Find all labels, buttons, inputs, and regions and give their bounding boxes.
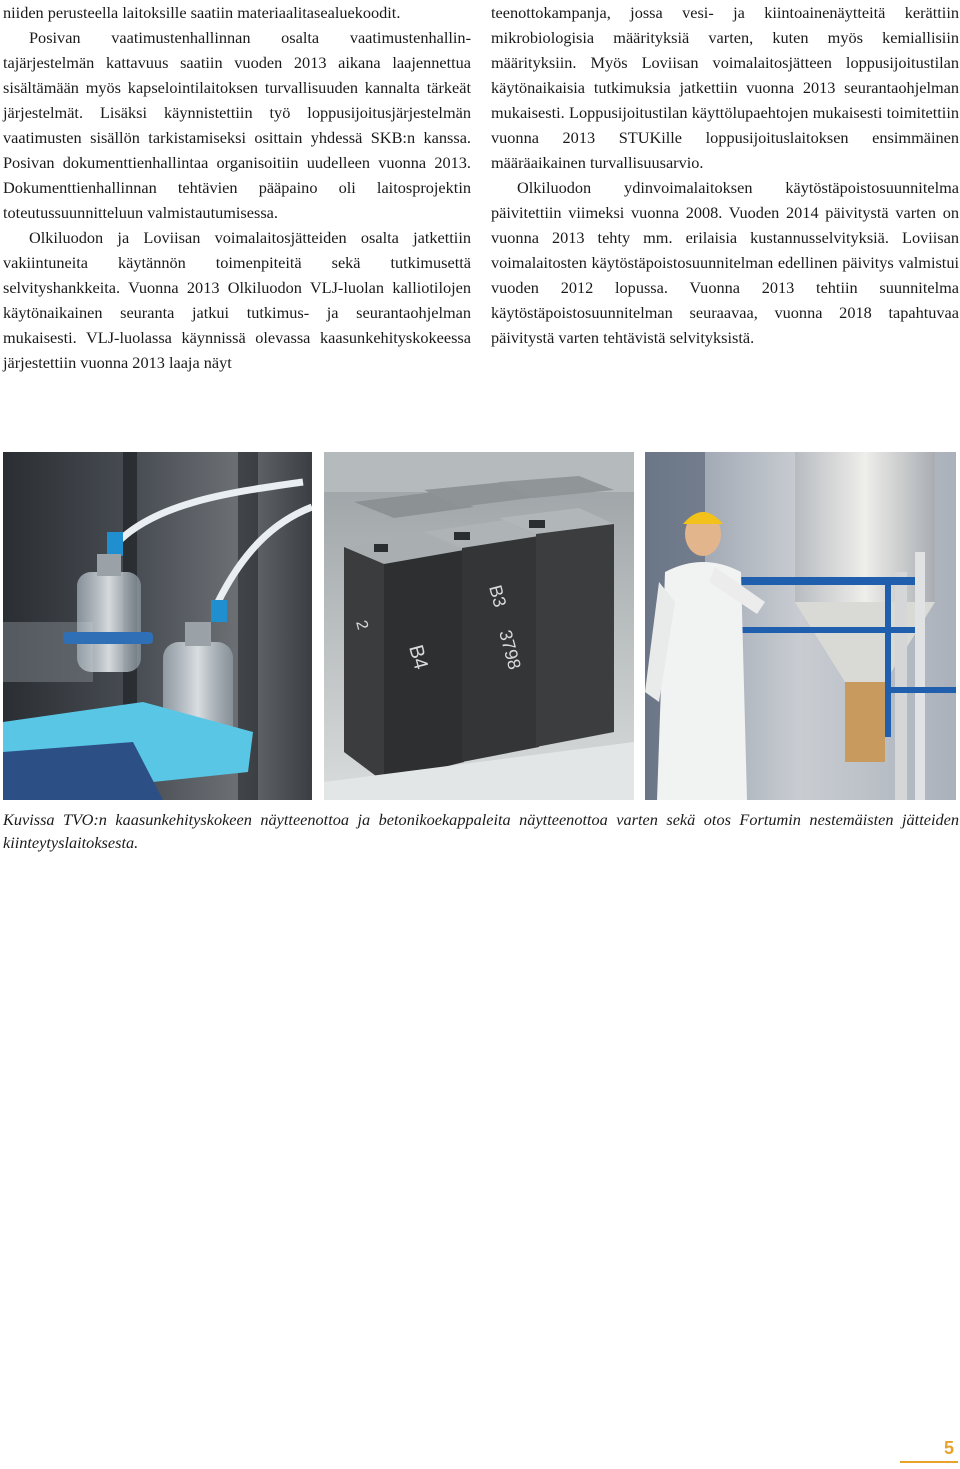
text-column-right	[491, 0, 959, 350]
paragraph: Olkiluodon ja Loviisan voimalaitosjätteiden osalta jatkettiin vakiintuneita käytännön toimenpiteitä sekä tutkimusettä selvityshankkeita. Vuonna 2013 Olkiluodon VLJ-luolan kalliotilojen käytönaikainen seuranta jatkui tutkimus- ja seurantaohjelman mukaisesti. VLJ-luolassa käynnissä olevassa kaasunkehityskokeessa järjestettiin vuonna 2013 laaja näyt	[3, 228, 471, 372]
page-number: 5	[943, 1438, 954, 1458]
concrete-label: 3798	[495, 627, 525, 672]
paragraph: Posivan vaatimustenhallinnan osalta vaatimustenhallintajärjestelmän kattavuus saatiin vuoden 2013 aikana laajennettua sisältämään myös kapselointilaitoksen turvallisuuden kannalta tärkeät järjestelmät. Lisäksi käynnistettiin työ loppusijoitusjärjestelmän vaatimusten sisällön tarkistamiseksi osittain yhdessä SKB:n kanssa. Posivan dokumenttienhallintaa organisoitiin uudelleen vuonna 2013. Dokumenttienhallinnan tehtävien pääpaino oli laitosprojektin toteutussuunnitteluun valmistautumisessa.	[3, 28, 471, 222]
page-number-rule	[900, 1461, 958, 1463]
paragraph: niiden perusteella laitoksille saatiin materiaalitasealuekoodit.	[3, 3, 401, 22]
photo-concrete-blocks	[324, 452, 634, 800]
concrete-label: 2	[352, 618, 371, 632]
photo-solidification-plant	[645, 452, 956, 800]
concrete-label: B4	[404, 642, 432, 672]
photo-gas-sampling	[3, 452, 312, 800]
figure-caption: Kuvissa TVO:n kaasunkehityskokeen näytteenottoa ja betonikoekappaleita näytteenottoa varten sekä otos Fortumin nestemäisten jätteiden kiinteytyslaitoksesta.	[3, 810, 959, 852]
paragraph: Olkiluodon ydinvoimalaitoksen käytöstäpoistosuunnitelma päivitettiin viimeksi vuonna 2008. Vuoden 2014 päivitystä varten on vuonna 2013 tehty mm. erilaisia kustannusselvityksiä. Loviisan voimalaitosten käytöstäpoistosuunnitelman edellinen päivitys valmistui vuoden 2012 lopussa. Vuonna 2013 tehtiin suunnitelma käytöstäpoistosuunnitelman seuraavaa, vuonna 2018 tapahtuvaa päivitystä varten tehtävistä selvityksistä.	[491, 178, 959, 347]
concrete-label: B3	[485, 582, 511, 610]
paragraph: teenottokampanja, jossa vesi- ja kiintoainenäytteitä kerättiin mikrobiologisia määrityksiä varten, kuten myös kemiallisiin määrityksiin. Myös Loviisan voimalaitosjätteen loppusijoitustilan käytönaikaisia tutkimuksia jatkettiin vuonna 2013 seurantaohjelman mukaisesti. Loppusijoitustilan käyttölupaehtojen mukaisesti toimitettiin vuonna 2013 STUKille loppusijoituslaitoksen ensimmäinen määräaikainen turvallisuusarvio.	[491, 3, 959, 172]
text-column-left	[3, 0, 471, 375]
